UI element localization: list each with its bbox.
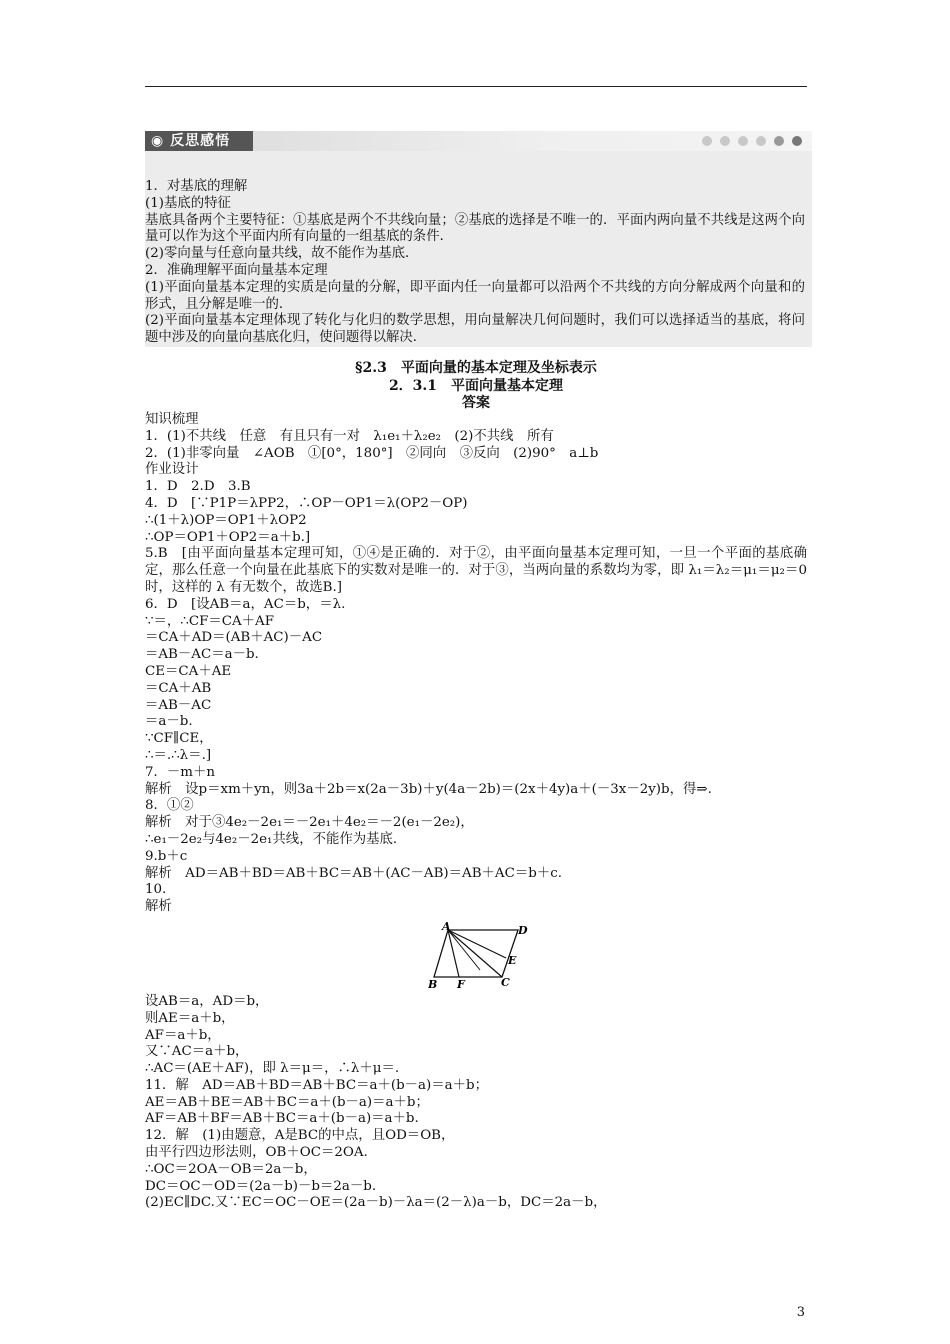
answer-line: ＝a－b.	[145, 714, 193, 730]
parallelogram-figure	[428, 922, 528, 990]
answer-line: 1．(1)不共线 任意 有且只有一对 λ₁e₁＋λ₂e₂ (2)不共线 所有	[145, 428, 554, 444]
answer-line: ＝AB－AC	[145, 697, 212, 713]
section-title: §2.3 平面向量的基本定理及坐标表示	[355, 360, 597, 376]
answer-line: 由平行四边形法则，OB＋OC＝2OA.	[145, 1145, 368, 1161]
answer-line: ∴AC＝(AE＋AF)，即 λ＝μ＝，∴λ＋μ＝.	[145, 1061, 400, 1077]
answer-line: 12．解 (1)由题意，A是BC的中点，且OD＝OB，	[145, 1128, 455, 1144]
answer-line: 知识梳理	[145, 412, 199, 427]
label-B: B	[428, 977, 438, 990]
reflection-line: (1)平面向量基本定理的实质是向量的分解，即平面内任一向量都可以沿两个不共线的方向分解成两个向量和的形式，且分解是唯一的．	[145, 279, 805, 312]
subsection-title: 2．3.1 平面向量基本定理	[388, 378, 564, 394]
answer-line: ∴OP＝OP1＋OP2＝a＋b.]	[145, 529, 311, 545]
reflection-line: 基底具备两个主要特征：①基底是两个不共线向量；②基底的选择是不唯一的．平面内两向量不共线是这两个向量可以作为这个平面内所有向量的一组基底的条件．	[145, 212, 805, 245]
answer-line: AF＝a＋b，	[145, 1027, 221, 1043]
reflection-line: 1．对基底的理解	[145, 179, 248, 194]
reflection-line: (2)零向量与任意向量共线，故不能作为基底．	[145, 246, 419, 262]
answer-line: AE＝AB＋BE＝AB＋BC＝a＋(b－a)＝a＋b；	[145, 1094, 429, 1110]
answer-line: 5.B [由平面向量基本定理可知，①④是正确的．对于②，由平面向量基本定理可知，一旦一个平面的基底确定，那么任意一个向量在此基底下的实数对是唯一的．对于③，当两向量的系数均为零，即 λ₁＝λ₂＝μ₁＝μ₂＝0时，这样的 λ 有无数个，故选B.]	[145, 546, 807, 595]
header-rule	[145, 86, 807, 87]
answer-line: ∴OC＝2OA－OB＝2a－b，	[145, 1161, 317, 1177]
answer-line: 2．(1)非零向量 ∠AOB ①[0°，180°] ②同向 ③反向 (2)90° a⊥b	[145, 445, 599, 461]
answer-line: ∴(1＋λ)OP＝OP1＋λOP2	[145, 512, 307, 528]
answer-line: 1．D 2.D 3.B	[145, 479, 251, 495]
answer-line: 作业设计	[145, 462, 199, 478]
answers-body	[145, 412, 807, 1212]
answer-line: ∵CF∥CE，	[145, 731, 213, 747]
answer-line: 解析	[145, 899, 172, 915]
answer-line: ＝CA＋AB	[145, 680, 212, 696]
answer-line: ∴e₁－2e₂与4e₂－2e₁共线，不能作为基底．	[145, 831, 407, 847]
banner-dots	[702, 136, 802, 146]
label-C: C	[501, 975, 510, 989]
label-E: E	[508, 953, 517, 967]
answer-line: 解析 对于③4e₂－2e₁＝－2e₁＋4e₂＝－2(e₁－2e₂)，	[145, 815, 474, 831]
answer-line: 11．解 AD＝AB＋BD＝AB＋BC＝a＋(b－a)＝a＋b；	[145, 1077, 488, 1093]
label-F: F	[457, 977, 465, 990]
answer-line: ＝AB－AC＝a－b.	[145, 647, 259, 663]
answer-line: DC＝OC－OD＝(2a－b)－b＝2a－b.	[145, 1178, 377, 1194]
answer-line: (2)EC∥DC.又∵EC＝OC－OE＝(2a－b)－λa＝(2－λ)a－b，DC＝2a－b，	[145, 1195, 607, 1211]
page-number: 3	[796, 1305, 805, 1320]
answer-line: 4．D [∵P1P＝λPP2，∴OP－OP1＝λ(OP2－OP)	[145, 495, 468, 511]
reflection-line: (2)平面向量基本定理体现了转化与化归的数学思想，用向量解决几何问题时，我们可以选择适当的基底，将问题中涉及的向量向基底化归，使问题得以解决．	[145, 313, 805, 346]
label-D: D	[518, 923, 528, 937]
answer-line: 8．①②	[145, 798, 194, 814]
answer-line: 设AB＝a，AD＝b，	[145, 993, 269, 1009]
answer-line: 9.b＋c	[145, 848, 188, 864]
reflection-banner	[145, 131, 812, 151]
answer-line: 又∵AC＝a＋b，	[145, 1044, 249, 1060]
reflection-box	[145, 177, 812, 347]
answer-line: AF＝AB＋BF＝AB＋BC＝a＋(b－a)＝a＋b.	[145, 1111, 419, 1127]
answer-line: ∵＝，∴CF＝CA＋AF	[145, 613, 275, 629]
answer-line: 6．D [设AB＝a，AC＝b，＝λ.	[145, 596, 346, 612]
reflection-line: 2．准确理解平面向量基本定理	[145, 262, 328, 278]
answers-title: 答案	[462, 395, 490, 411]
answer-line: 则AE＝a＋b，	[145, 1010, 235, 1026]
answer-line: 7．－m＋n	[145, 764, 216, 780]
banner-title: ◉ 反思感悟	[145, 131, 253, 151]
reflection-line: (1)基底的特征	[145, 195, 231, 211]
label-A: A	[442, 921, 451, 933]
answer-line: ＝CA＋AD＝(AB＋AC)－AC	[145, 630, 323, 646]
banner-gap	[145, 151, 812, 177]
answer-line: 10.	[145, 882, 167, 898]
answer-line: ∴＝.∴λ＝.]	[145, 747, 212, 763]
answer-line: CE＝CA＋AE	[145, 663, 232, 679]
answer-line: 解析 AD＝AB＋BD＝AB＋BC＝AB＋(AC－AB)＝AB＋AC＝b＋c.	[145, 865, 562, 881]
answer-line: 解析 设p＝xm＋yn，则3a＋2b＝x(2a－3b)＋y(4a－2b)＝(2x＋4y)a＋(－3x－2y)b，得⇒.	[145, 781, 712, 797]
